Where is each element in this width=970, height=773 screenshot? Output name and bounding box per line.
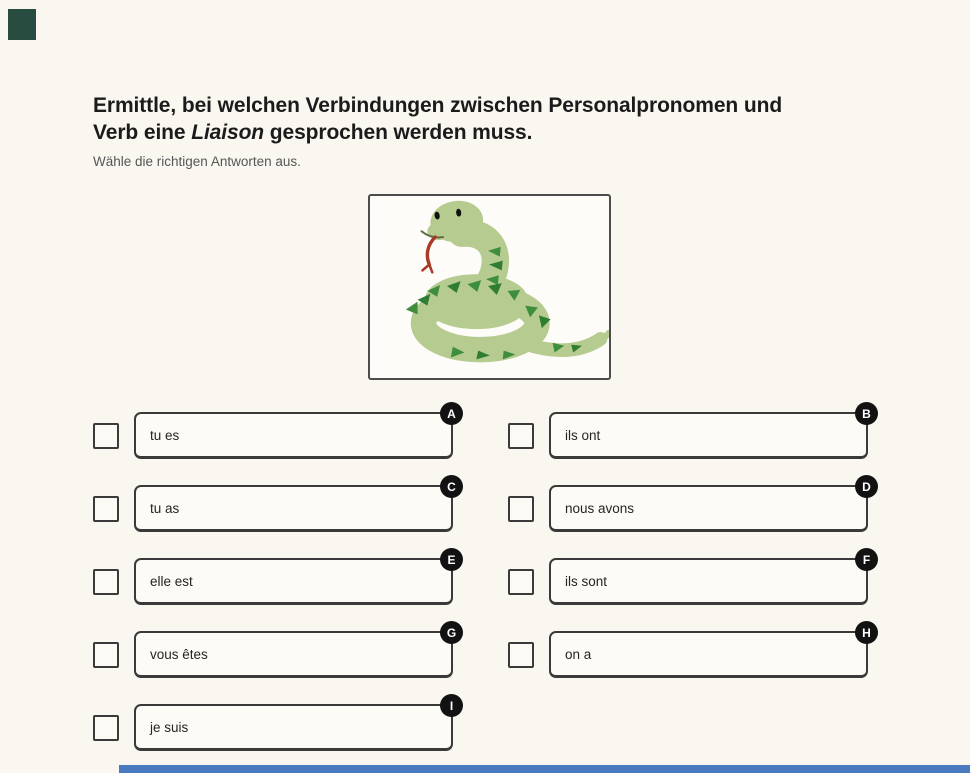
- title-line-1: Ermittle, bei welchen Verbindungen zwischen Personalpronomen und: [93, 94, 783, 117]
- checkbox-vous-etes[interactable]: [93, 642, 119, 668]
- checkbox-nous-avons[interactable]: [508, 496, 534, 522]
- option-row-tu-as: [93, 479, 456, 532]
- option-nous-avons[interactable]: [549, 479, 871, 532]
- option-label: tu es: [150, 427, 180, 443]
- option-je-suis[interactable]: [134, 698, 454, 751]
- option-label: vous êtes: [150, 646, 208, 662]
- checkbox-on-a[interactable]: [508, 642, 534, 668]
- options-column-left: [93, 406, 457, 751]
- option-row-ils-ont: [508, 406, 871, 459]
- option-row-on-a: [508, 625, 871, 678]
- badge-g: G: [440, 621, 463, 644]
- option-row-nous-avons: [508, 479, 871, 532]
- option-label: elle est: [150, 573, 193, 589]
- title-term-liaison: Liaison: [191, 121, 265, 144]
- options-column-right: [508, 406, 871, 751]
- option-label: ils ont: [565, 427, 601, 443]
- badge-h: H: [855, 621, 878, 644]
- exercise-content: [93, 92, 883, 751]
- title-line-2-post: gesprochen werden muss.: [264, 121, 533, 144]
- page-title: [93, 92, 883, 146]
- checkbox-ils-ont[interactable]: [508, 423, 534, 449]
- checkbox-tu-es[interactable]: [93, 423, 119, 449]
- option-tu-es[interactable]: [134, 406, 456, 459]
- option-on-a[interactable]: [549, 625, 871, 678]
- option-tu-as[interactable]: [134, 479, 456, 532]
- badge-b: B: [855, 402, 878, 425]
- option-label: on a: [565, 646, 592, 662]
- corner-accent-square: [8, 9, 36, 40]
- badge-e: E: [440, 548, 463, 571]
- bottom-progress-bar: [119, 765, 970, 773]
- option-ils-sont[interactable]: [549, 552, 871, 605]
- checkbox-elle-est[interactable]: [93, 569, 119, 595]
- option-row-vous-etes: [93, 625, 457, 678]
- instruction-text: Wähle die richtigen Antworten aus.: [93, 154, 301, 169]
- snake-image-panel: [368, 194, 611, 380]
- checkbox-ils-sont[interactable]: [508, 569, 534, 595]
- answer-options: [93, 406, 883, 751]
- snake-illustration: [370, 196, 609, 378]
- badge-a: A: [440, 402, 463, 425]
- option-vous-etes[interactable]: [134, 625, 457, 678]
- badge-c: C: [440, 475, 463, 498]
- option-label: je suis: [150, 719, 189, 735]
- option-elle-est[interactable]: [134, 552, 456, 605]
- option-label: tu as: [150, 500, 180, 516]
- checkbox-tu-as[interactable]: [93, 496, 119, 522]
- option-row-elle-est: [93, 552, 456, 605]
- option-row-tu-es: [93, 406, 456, 459]
- title-line-2-pre: Verb eine: [93, 121, 192, 144]
- checkbox-je-suis[interactable]: [93, 715, 119, 741]
- badge-f: F: [855, 548, 878, 571]
- option-label: nous avons: [565, 500, 635, 516]
- option-row-ils-sont: [508, 552, 871, 605]
- badge-i: I: [440, 694, 463, 717]
- option-label: ils sont: [565, 573, 608, 589]
- option-ils-ont[interactable]: [549, 406, 871, 459]
- option-row-je-suis: [93, 698, 454, 751]
- badge-d: D: [855, 475, 878, 498]
